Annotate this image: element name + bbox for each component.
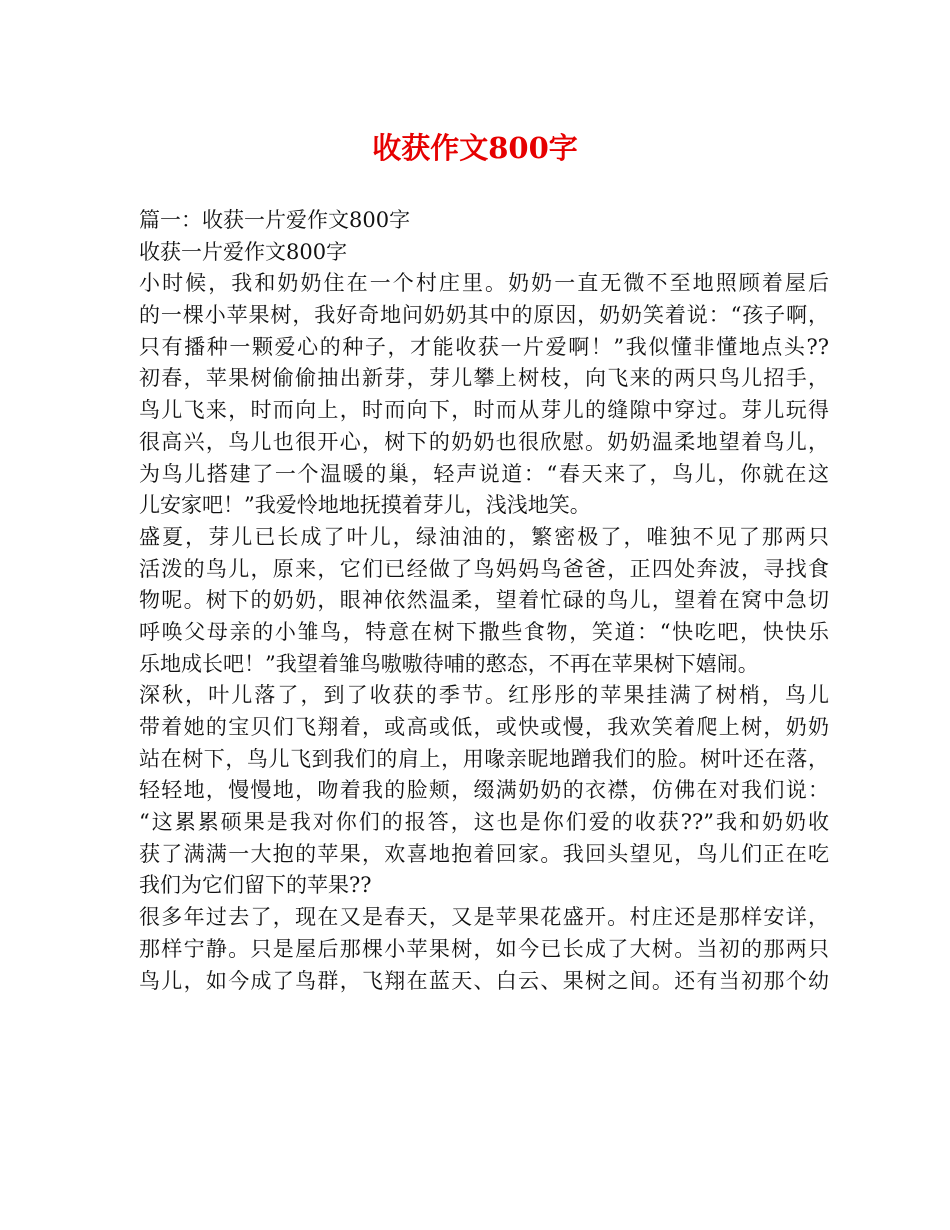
body-line: 初春，苹果树偷偷抽出新芽，芽儿攀上树枝，向飞来的两只鸟儿招手， (139, 366, 829, 391)
body-line: “这累累硕果是我对你们的报答，这也是你们爱的收获??”我和奶奶收 (139, 810, 829, 835)
body-line: 小时候，我和奶奶住在一个村庄里。奶奶一直无微不至地照顾着屋后 (139, 271, 829, 296)
body-line: 带着她的宝贝们飞翔着，或高或低，或快或慢，我欢笑着爬上树，奶奶 (139, 715, 829, 739)
body-line: 篇一：收获一片爱作文800字 (139, 208, 411, 232)
body-line: 物呢。树下的奶奶，眼神依然温柔，望着忙碌的鸟儿，望着在窝中急切 (139, 588, 829, 613)
body-line: 鸟儿，如今成了鸟群，飞翔在蓝天、白云、果树之间。还有当初那个幼 (139, 968, 829, 993)
body-line: 站在树下，鸟儿飞到我们的肩上，用喙亲昵地蹭我们的脸。树叶还在落， (139, 746, 829, 771)
document-title: 收获作文800字 (372, 131, 578, 165)
body-line: 轻轻地，慢慢地，吻着我的脸颊，缀满奶奶的衣襟，仿佛在对我们说： (139, 778, 829, 803)
body-line: 获了满满一大抱的苹果，欢喜地抱着回家。我回头望见，鸟儿们正在吃 (139, 841, 829, 866)
document-body (139, 205, 829, 997)
body-line: 很高兴，鸟儿也很开心，树下的奶奶也很欣慰。奶奶温柔地望着鸟儿， (139, 429, 829, 454)
body-line: 鸟儿飞来，时而向上，时而向下，时而从芽儿的缝隙中穿过。芽儿玩得 (139, 398, 829, 423)
body-line: 我们为它们留下的苹果?? (139, 873, 372, 898)
body-line: 活泼的鸟儿，原来，它们已经做了鸟妈妈鸟爸爸，正四处奔波，寻找食 (139, 556, 829, 581)
body-line: 只有播种一颗爱心的种子，才能收获一片爱啊！”我似懂非懂地点头?? (139, 334, 829, 359)
body-line: 收获一片爱作文800字 (139, 239, 348, 264)
body-line: 深秋，叶儿落了，到了收获的季节。红彤彤的苹果挂满了树梢，鸟儿 (139, 683, 829, 708)
body-line: 为鸟儿搭建了一个温暖的巢，轻声说道：“春天来了，鸟儿，你就在这 (139, 461, 829, 486)
body-line: 很多年过去了，现在又是春天，又是苹果花盛开。村庄还是那样安详， (139, 905, 829, 930)
body-line: 呼唤父母亲的小雏鸟，特意在树下撒些食物，笑道：“快吃吧，快快乐 (139, 619, 829, 644)
body-line: 的一棵小苹果树，我好奇地问奶奶其中的原因，奶奶笑着说：“孩子啊， (139, 303, 829, 328)
body-line: 盛夏，芽儿已长成了叶儿，绿油油的，繁密极了，唯独不见了那两只 (139, 524, 829, 549)
body-line: 乐地成长吧！”我望着雏鸟嗷嗷待哺的憨态，不再在苹果树下嬉闹。 (139, 651, 759, 676)
body-line: 那样宁静。只是屋后那棵小苹果树，如今已长成了大树。当初的那两只 (139, 936, 829, 961)
body-line: 儿安家吧！”我爱怜地地抚摸着芽儿，浅浅地笑。 (139, 493, 591, 518)
